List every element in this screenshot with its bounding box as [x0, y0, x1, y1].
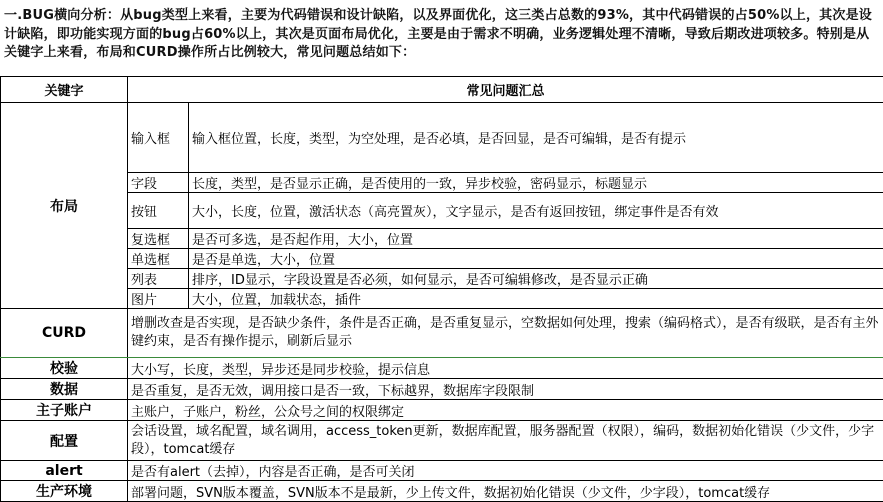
- header-common-issues: 常见问题汇总: [128, 77, 883, 103]
- issue-summary-table: [0, 76, 883, 502]
- keyword-alert: alert: [1, 461, 128, 481]
- sub-keyword: 字段: [128, 173, 189, 193]
- keyword-production: 生产环境: [1, 481, 128, 502]
- issue-desc: 长度，类型，是否显示正确，是否使用的一致，异步校验，密码显示，标题显示: [189, 173, 883, 193]
- table-row: [1, 289, 883, 309]
- table-row: [1, 193, 883, 229]
- keyword-validation: 校验: [1, 358, 128, 379]
- issue-desc: 是否是单选，大小，位置: [189, 249, 883, 269]
- issue-desc: 输入框位置，长度，类型，为空处理，是否必填，是否回显，是否可编辑，是否有提示: [189, 103, 883, 173]
- table-row: [1, 173, 883, 193]
- keyword-curd: CURD: [1, 309, 128, 358]
- table-row: [1, 461, 883, 481]
- issue-desc: 是否重复，是否无效，调用接口是否一致，下标越界，数据库字段限制: [128, 379, 883, 400]
- table-row: [1, 358, 883, 379]
- issue-desc: 大小，位置，加载状态，插件: [189, 289, 883, 309]
- issue-desc: 大小写，长度，类型，异步还是同步校验，提示信息: [128, 358, 883, 379]
- table-row: [1, 229, 883, 249]
- keyword-data: 数据: [1, 379, 128, 400]
- sub-keyword: 按钮: [128, 193, 189, 229]
- table-row: [1, 103, 883, 173]
- table-row: [1, 309, 883, 358]
- intro-text: 一.BUG横向分析：从bug类型上来看，主要为代码错误和设计缺陷，以及界面优化，这三类占总数的93%，其中代码错误的占50%以上，其次是设计缺陷，即功能实现方面的bug占60%以上，其次是页面布局优化，主要是由于需求不明确，业务逻辑处理不清晰，导致后期改进项较多。特别是从关键字上来看，布局和CURD操作所占比例较大，常见问题总结如下：: [0, 0, 883, 63]
- sub-keyword: 输入框: [128, 103, 189, 173]
- issue-desc: 增删改查是否实现，是否缺少条件，条件是否正确，是否重复显示，空数据如何处理，搜索（编码格式），是否有级联，是否有主外键约束，是否有操作提示，刷新后显示: [128, 309, 883, 358]
- issue-desc: 是否有alert（去掉），内容是否正确，是否可关闭: [128, 461, 883, 481]
- table-row: [1, 421, 883, 461]
- keyword-config: 配置: [1, 421, 128, 461]
- table-row: [1, 379, 883, 400]
- issue-desc: 大小，长度，位置，激活状态（高亮置灰），文字显示，是否有返回按钮，绑定事件是否有效: [189, 193, 883, 229]
- sub-keyword: 复选框: [128, 229, 189, 249]
- issue-desc: 主账户，子账户，粉丝，公众号之间的权限绑定: [128, 400, 883, 421]
- intro-section: [0, 0, 883, 76]
- table-header-row: [1, 77, 883, 103]
- header-keyword: 关键字: [1, 77, 128, 103]
- issue-desc: 部署问题，SVN版本覆盖，SVN版本不是最新，少上传文件，数据初始化错误（少文件，少字段），tomcat缓存: [128, 481, 883, 502]
- sub-keyword: 图片: [128, 289, 189, 309]
- issue-desc: 是否可多选，是否起作用，大小，位置: [189, 229, 883, 249]
- keyword-layout: 布局: [1, 103, 128, 309]
- issue-desc: 排序，ID显示，字段设置是否必须，如何显示，是否可编辑修改，是否显示正确: [189, 269, 883, 289]
- table-row: [1, 481, 883, 502]
- table-row: [1, 249, 883, 269]
- issue-desc: 会话设置，域名配置，域名调用，access_token更新，数据库配置，服务器配置（权限），编码，数据初始化错误（少文件，少字段），tomcat缓存: [128, 421, 883, 461]
- keyword-sub-accounts: 主子账户: [1, 400, 128, 421]
- sub-keyword: 单选框: [128, 249, 189, 269]
- table-row: [1, 400, 883, 421]
- sub-keyword: 列表: [128, 269, 189, 289]
- table-row: [1, 269, 883, 289]
